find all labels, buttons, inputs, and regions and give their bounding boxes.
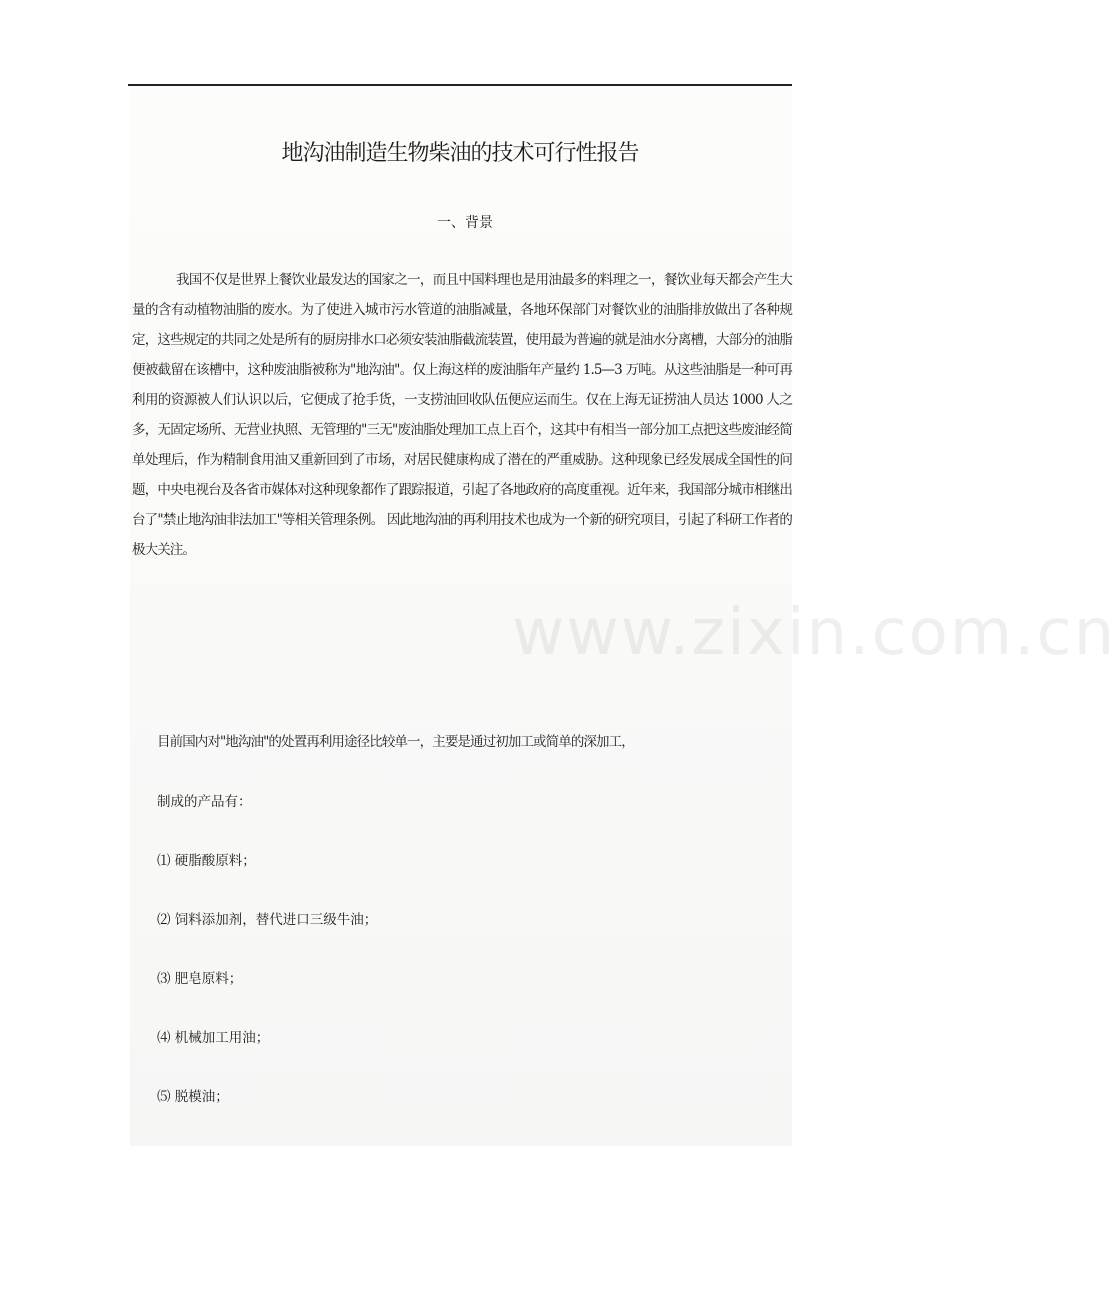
product-item: ⑸ 脱模油； bbox=[157, 1089, 229, 1105]
product-item: ⑴ 硬脂酸原料； bbox=[157, 853, 256, 869]
section-heading: 一、背景 bbox=[437, 215, 493, 231]
document-title: 地沟油制造生物柴油的技术可行性报告 bbox=[281, 141, 639, 166]
products-intro: 制成的产品有： bbox=[157, 794, 252, 810]
background-paragraph: 我国不仅是世界上餐饮业最发达的国家之一，而且中国料理也是用油最多的料理之一，餐饮业每天都会产生大量的含有动植物油脂的废水。为了使进入城市污水管道的油脂减量，各地环保部门对餐饮业的油脂排放做出了各种规定，这些规定的共同之处是所有的厨房排水口必须安装油脂截流装置，使用最为普遍的就是油水分离槽，大部分的油脂便被截留在该槽中，这种废油脂被称为"地沟油"。仅上海这样的废油脂年产量约 1.5—3 万吨。从这些油脂是一种可再利用的资源被人们认识以后，它便成了抢手货，一支捞油回收队伍便应运而生。仅在上海无证捞油人员达 1000 人之多，无固定场所、无营业执照、无管理的"三无"废油脂处理加工点上百个，这其中有相当一部分加工点把这些废油经简单处理后，作为精制食用油又重新回到了市场，对居民健康构成了潜在的严重威胁。这种现象已经发展成全国性的问题，中央电视台及各省市媒体对这种现象都作了跟踪报道，引起了各地政府的高度重视。近年来，我国部分城市相继出台了"禁止地沟油非法加工"等相关管理条例。 因此地沟油的再利用技术也成为一个新的研究项目，引起了科研工作者的极大关注。 bbox=[132, 272, 792, 558]
page-background bbox=[130, 86, 792, 1146]
product-item: ⑷ 机械加工用油； bbox=[157, 1030, 270, 1046]
disposal-paragraph: 目前国内对"地沟油"的处置再利用途径比较单一，主要是通过初加工或简单的深加工， bbox=[157, 734, 634, 750]
watermark-text: www.zixin.com.cn bbox=[512, 596, 1116, 670]
header-rule bbox=[128, 84, 792, 86]
product-item: ⑵ 饲料添加剂，替代进口三级牛油； bbox=[157, 912, 378, 928]
product-item: ⑶ 肥皂原料； bbox=[157, 971, 243, 987]
